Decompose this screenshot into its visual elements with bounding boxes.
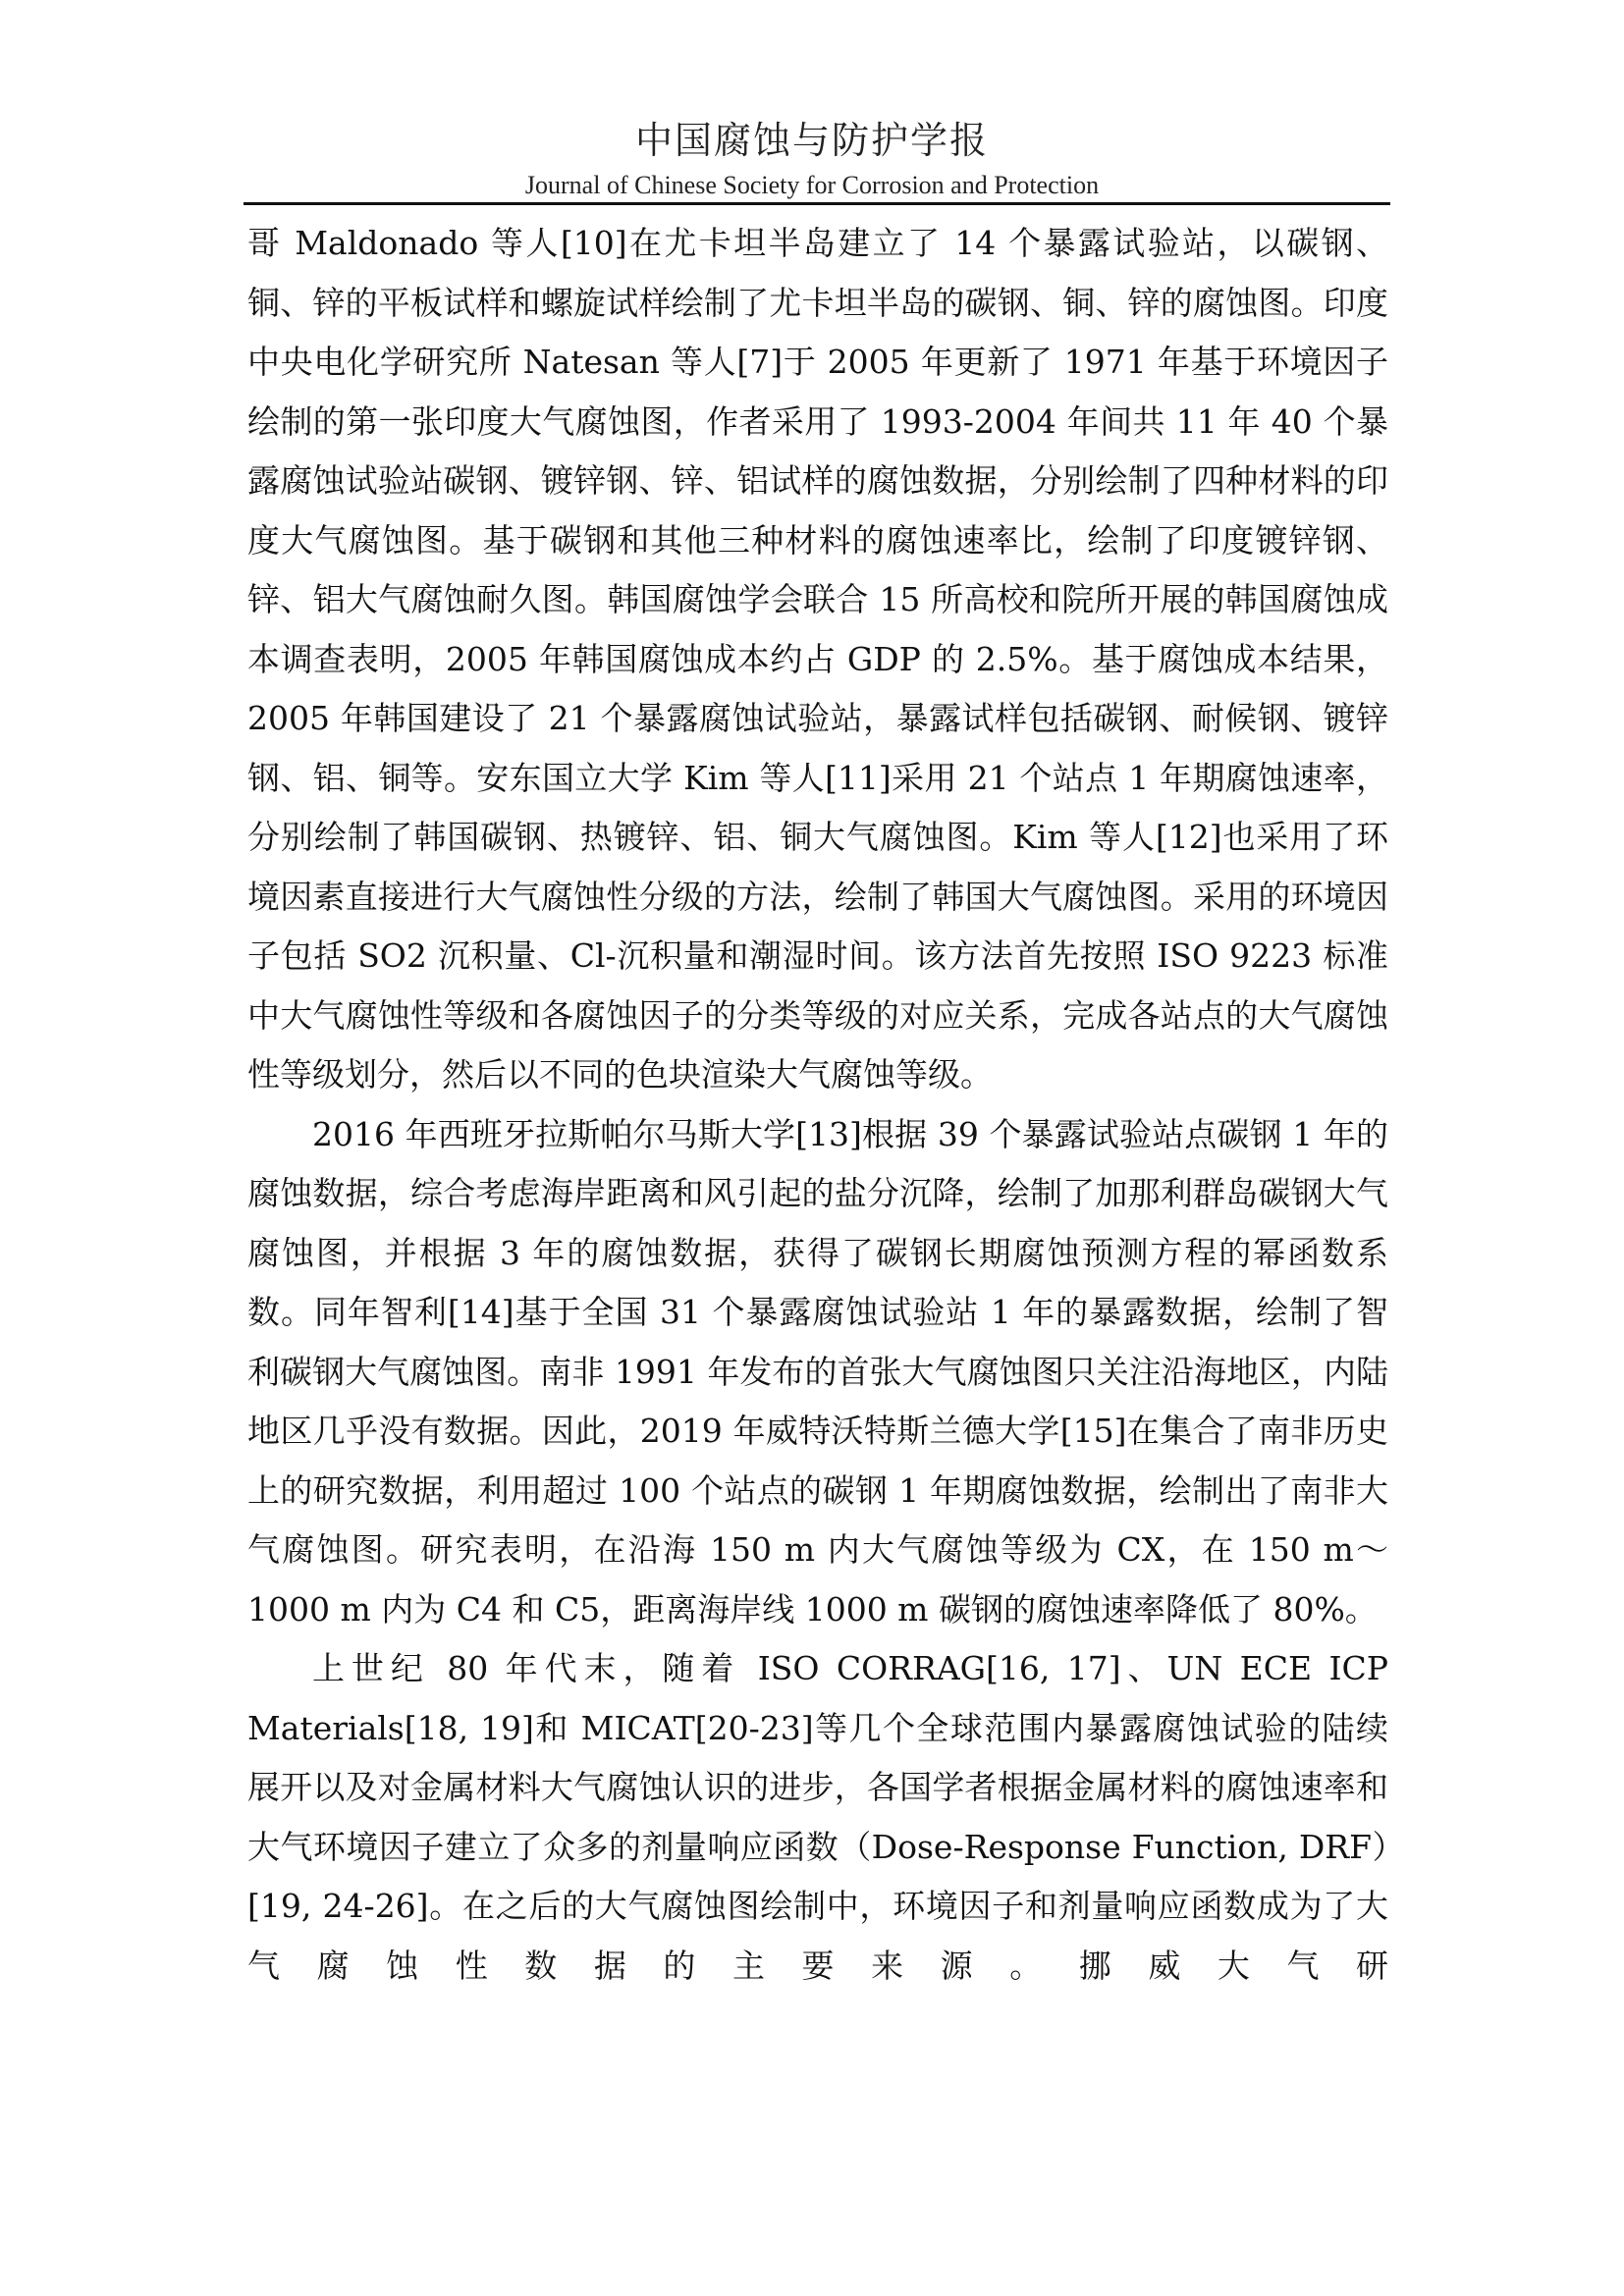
journal-title-cn: 中国腐蚀与防护学报 xyxy=(634,119,989,162)
journal-title-en: Journal of Chinese Society for Corrosion and Protection xyxy=(524,171,1100,199)
article-body xyxy=(247,214,1388,1996)
paragraph-3: 上世纪 80 年代末，随着 ISO CORRAG[16, 17]、UN ECE ICP Materials[18, 19]和 MICAT[20-23]等几个全球范围内暴露腐蚀试验的陆续展开以及对金属材料大气腐蚀认识的进步，各国学者根据金属材料的腐蚀速率和大气环境因子建立了众多的剂量响应函数（Dose-Response Function, DRF）[19, 24-26]。在之后的大气腐蚀图绘制中，环境因子和剂量响应函数成为了大气腐蚀性数据的主要来源。挪威大气研 xyxy=(247,1649,1388,1985)
header-divider xyxy=(244,202,1390,205)
paragraph-1: 哥 Maldonado 等人[10]在尤卡坦半岛建立了 14 个暴露试验站，以碳钢、铜、锌的平板试样和螺旋试样绘制了尤卡坦半岛的碳钢、铜、锌的腐蚀图。印度中央电化学研究所 Natesan 等人[7]于 2005 年更新了 1971 年基于环境因子绘制的第一张印度大气腐蚀图，作者采用了 1993-2004 年间共 11 年 40 个暴露腐蚀试验站碳钢、镀锌钢、锌、铝试样的腐蚀数据，分别绘制了四种材料的印度大气腐蚀图。基于碳钢和其他三种材料的腐蚀速率比，绘制了印度镀锌钢、锌、铝大气腐蚀耐久图。韩国腐蚀学会联合 15 所高校和院所开展的韩国腐蚀成本调查表明，2005 年韩国腐蚀成本约占 GDP 的 2.5%。基于腐蚀成本结果，2005 年韩国建设了 21 个暴露腐蚀试验站，暴露试样包括碳钢、耐候钢、镀锌钢、铝、铜等。安东国立大学 Kim 等人[11]采用 21 个站点 1 年期腐蚀速率，分别绘制了韩国碳钢、热镀锌、铝、铜大气腐蚀图。Kim 等人[12]也采用了环境因素直接进行大气腐蚀性分级的方法，绘制了韩国大气腐蚀图。采用的环境因子包括 SO2 沉积量、Cl-沉积量和潮湿时间。该方法首先按照 ISO 9223 标准中大气腐蚀性等级和各腐蚀因子的分类等级的对应关系，完成各站点的大气腐蚀性等级划分，然后以不同的色块渲染大气腐蚀等级。 xyxy=(247,224,1388,1094)
running-header xyxy=(0,116,1624,202)
paragraph-2: 2016 年西班牙拉斯帕尔马斯大学[13]根据 39 个暴露试验站点碳钢 1 年的腐蚀数据，综合考虑海岸距离和风引起的盐分沉降，绘制了加那利群岛碳钢大气腐蚀图，并根据 3 年的腐蚀数据，获得了碳钢长期腐蚀预测方程的幂函数系数。同年智利[14]基于全国 31 个暴露腐蚀试验站 1 年的暴露数据，绘制了智利碳钢大气腐蚀图。南非 1991 年发布的首张大气腐蚀图只关注沿海地区，内陆地区几乎没有数据。因此，2019 年威特沃特斯兰德大学[15]在集合了南非历史上的研究数据，利用超过 100 个站点的碳钢 1 年期腐蚀数据，绘制出了南非大气腐蚀图。研究表明，在沿海 150 m 内大气腐蚀等级为 CX，在 150 m～1000 m 内为 C4 和 C5，距离海岸线 1000 m 碳钢的腐蚀速率降低了 80%。 xyxy=(247,1114,1388,1629)
